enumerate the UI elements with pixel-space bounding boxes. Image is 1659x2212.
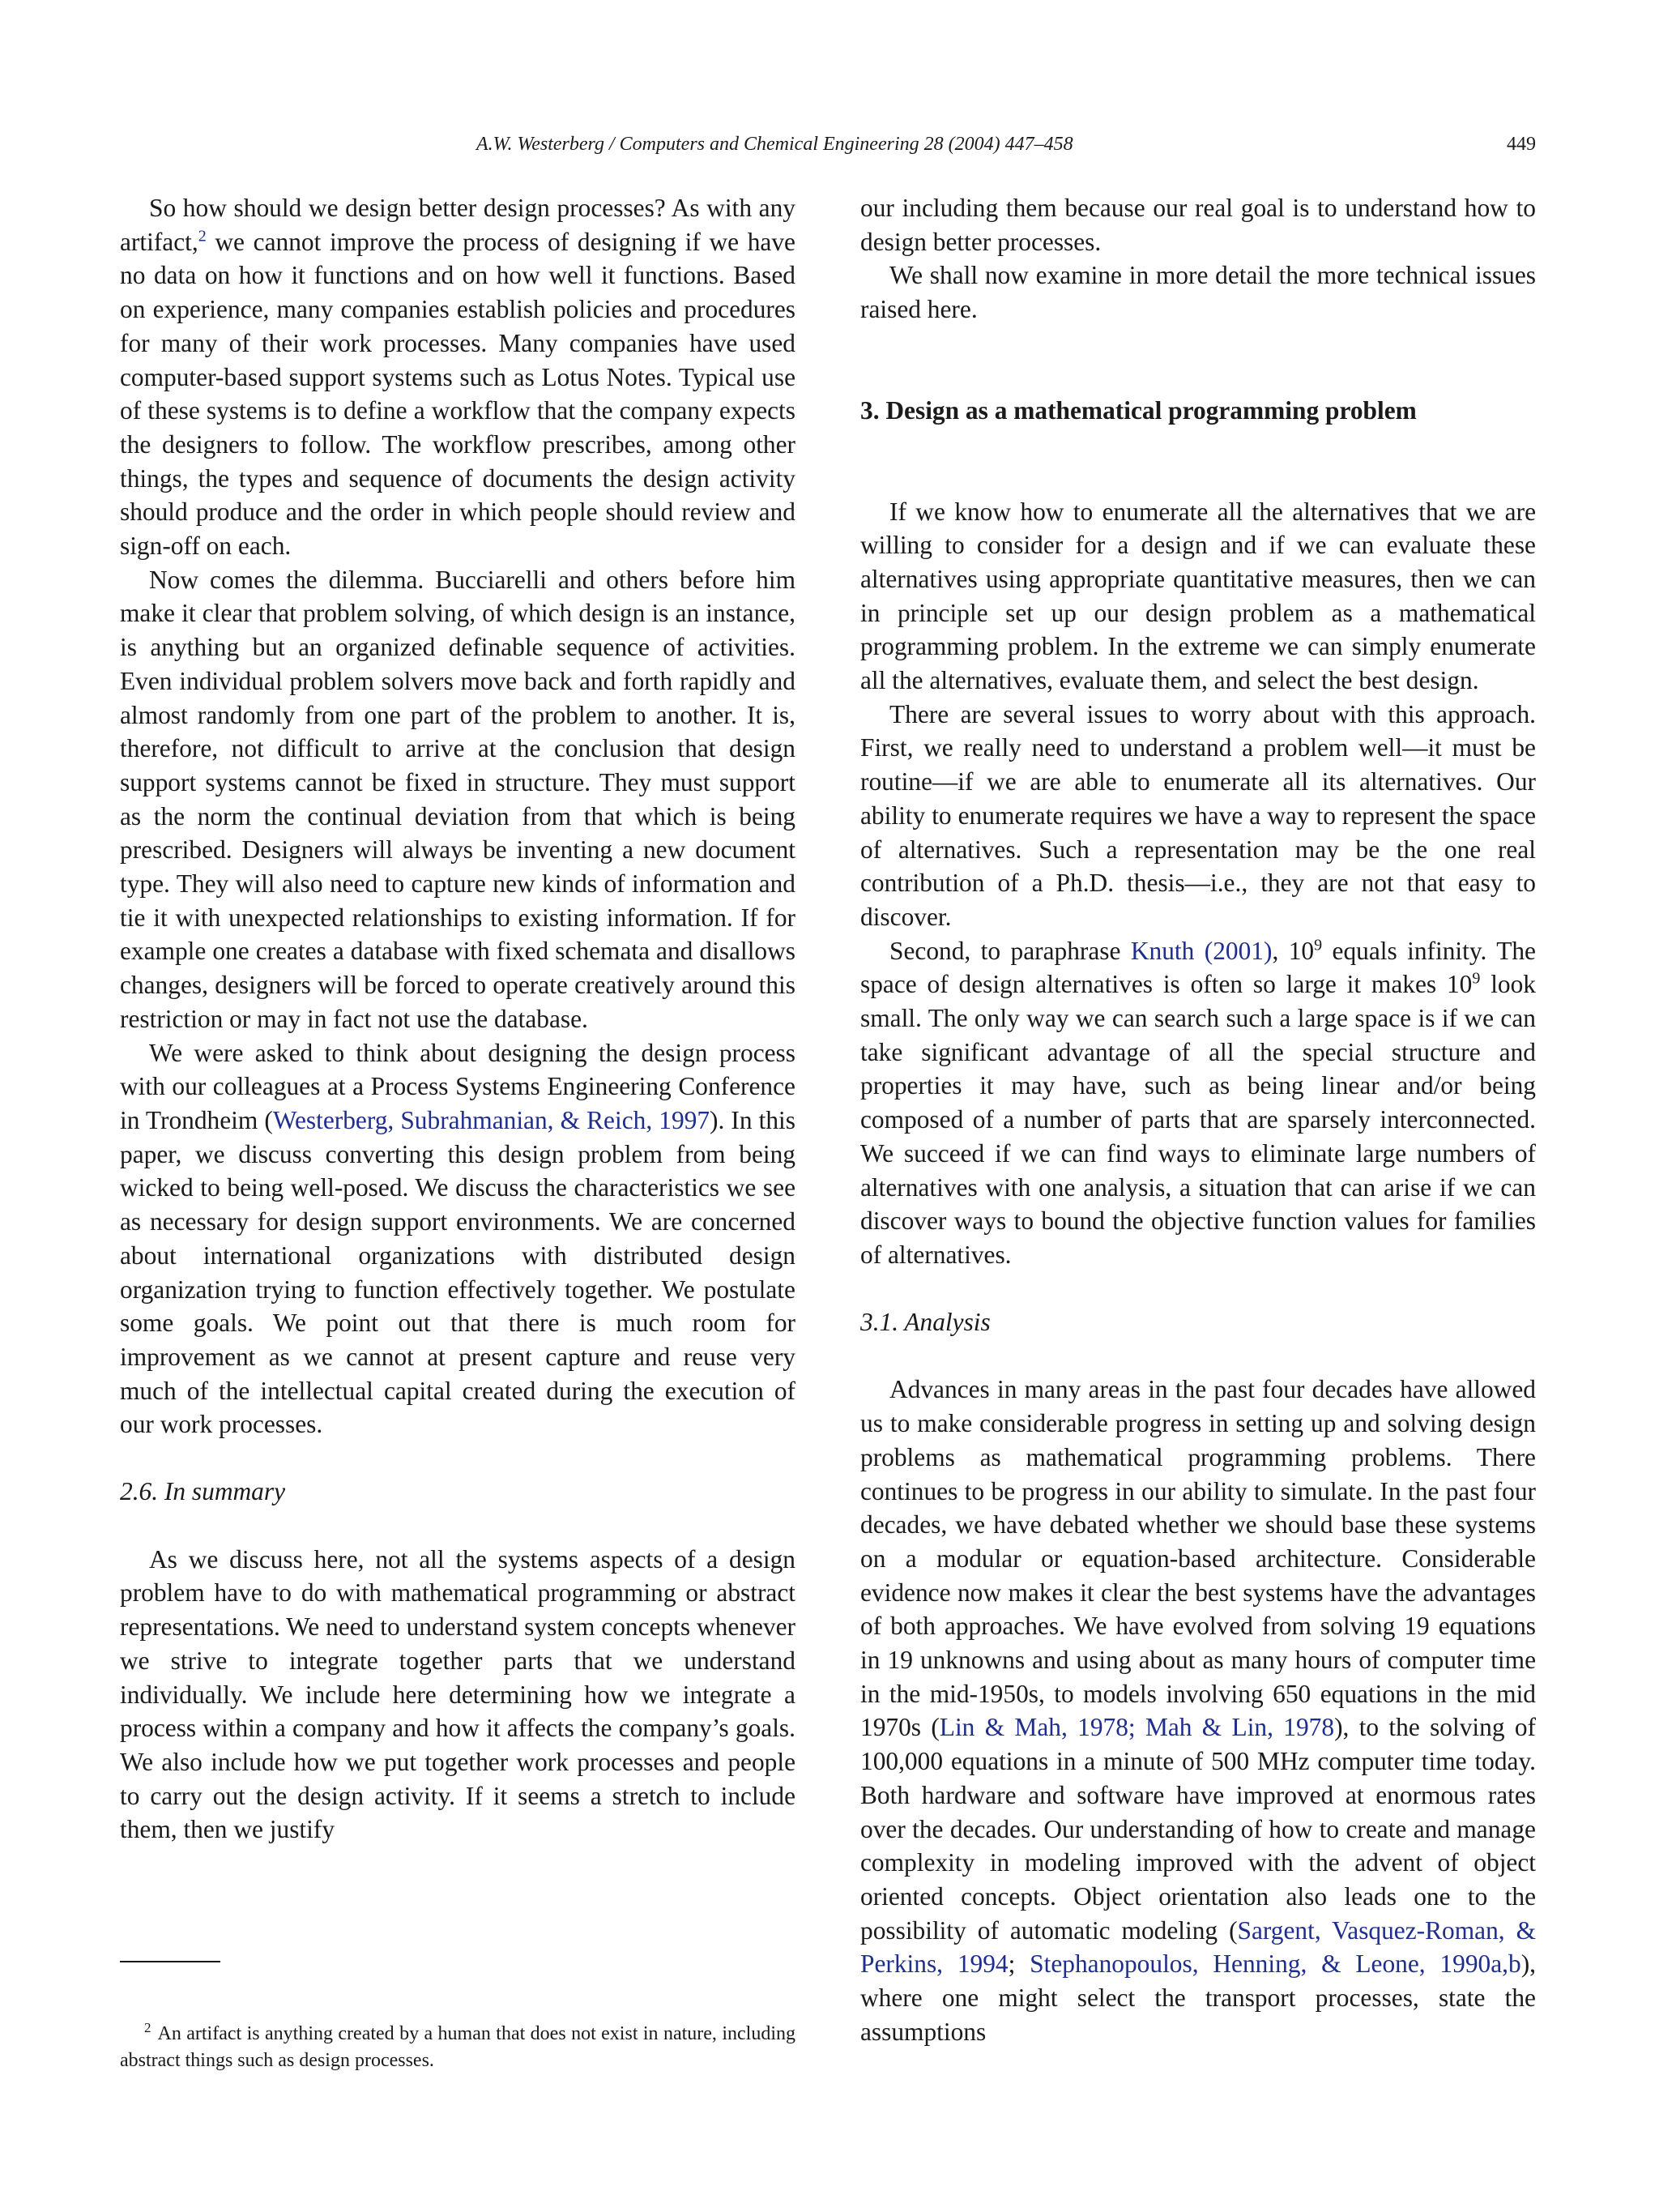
footnote-text: An artifact is anything created by a human that does not exist in nature, including abstract things such as design processes. [120, 2023, 795, 2071]
paragraph: We shall now examine in more detail the more technical issues raised here. [860, 261, 1536, 324]
exponent: 9 [1472, 969, 1481, 988]
paragraph: As we discuss here, not all the systems aspects of a design problem have to do with mathematical programming or abstract representations. We need to understand system concepts whenever we strive to integrate together parts that we understand individually. We include here determining how we integrate a process within a company and how it affects the company’s goals. We also include how we put together work processes and people to carry out the design activity. If it seems a stretch to include them, then we justify [120, 1544, 795, 1844]
paragraph: Advances in many areas in the past four decades have allowed us to make considerable progress in setting up and solving design problems as mathematical programming problems. There continues to be progress in our ability to simulate. In the past four decades, we have debated whether we should base these systems on a modular or equation-based architecture. Considerable evidence now makes it clear the best systems have the advantages of both approaches. We have evolved from solving 19 equations in 19 unknowns and using about as many hours of computer time in the mid-1950s, to models involving 650 equations in the mid 1970s (Lin & Mah, 1978; Mah & Lin, 1978), to the solving of 100,000 equations in a minute of 500 MHz computer time today. Both hardware and software have improved at enormous rates over the decades. Our understanding of how to create and manage complexity in modeling improved with the advent of object oriented concepts. Object orientation also leads one to the possibility of automatic modeling (Sargent, Vasquez-Roman, & Perkins, 1994; Stephanopoulos, Henning, & Leone, 1990a,b), where one might select the transport processes, state the assumptions [860, 1375, 1536, 2046]
citation-link[interactable]: Lin & Mah, 1978; Mah & Lin, 1978 [939, 1713, 1335, 1742]
section-heading: 3. Design as a mathematical programming problem [860, 395, 1417, 425]
left-column [120, 191, 795, 1847]
paragraph: We were asked to think about designing the design process with our colleagues at a Process Systems Engineering Conference in Trondheim (Westerberg, Subrahmanian, & Reich, 1997). In this paper, we discuss converting this design problem from being wicked to being well-posed. We discuss the characteristics we see as necessary for design support environments. We are concerned about international organizations with distributed design organization trying to function effectively together. We postulate some goals. We point out that there is much room for improvement as we cannot at present capture and reuse very much of the intellectual capital created during the execution of our work processes. [120, 1038, 795, 1439]
footnote-ref[interactable]: 2 [198, 227, 207, 246]
citation-link[interactable]: Sargent, Vasquez-Roman, & Perkins, 1994 [860, 1915, 1536, 1979]
paragraph: So how should we design better design processes? As with any artifact,$^2$ we cannot improve the process of designing if we have no data on how it functions and on how well it functions. Based on experience, many companies establish policies and procedures for many of their work processes. Many companies have used computer-based support systems such as Lotus Notes. Typical use of these systems is to define a workflow that the company expects the designers to follow. The workflow prescribes, among other things, the types and sequence of documents the design activity should produce and the order in which people should review and sign-off on each. [120, 194, 795, 561]
paragraph: Second, to paraphrase Knuth (2001), $10^9$ equals infinity. The space of design alternatives is often so large it makes $10^9$ look small. The only way we can search such a large space is if we can take significant advantage of all the special structure and properties it may have, such as being linear and/or being composed of a number of parts that are sparsely interconnected. We succeed if we can find ways to eliminate large numbers of alternatives with one analysis, a situation that can arise if we can discover ways to bound the objective function values for families of alternatives. [860, 936, 1536, 1269]
footnote [120, 2021, 795, 2074]
exponent: 9 [1314, 936, 1323, 954]
citation-link[interactable]: Westerberg, Subrahmanian, & Reich, 1997 [272, 1105, 710, 1134]
journal-citation: A.W. Westerberg / Computers and Chemical Engineering 28 (2004) 447–458 [476, 134, 1073, 155]
paragraph: Now comes the dilemma. Bucciarelli and others before him make it clear that problem solving, of which design is an instance, is anything but an organized definable sequence of activities. Even individual problem solvers move back and forth rapidly and almost randomly from one part of the problem to another. It is, therefore, not difficult to arrive at the conclusion that design support systems cannot be fixed in structure. They must support as the norm the continual deviation from that which is being prescribed. Designers will always be inventing a new document type. They will also need to capture new kinds of information and tie it with unexpected relationships to existing information. If for example one creates a database with fixed schemata and disallows changes, designers will be forced to operate creatively around this restriction or may in fact not use the database. [120, 565, 795, 1033]
citation-link[interactable]: Knuth (2001) [1130, 936, 1273, 965]
footnote-divider [120, 1961, 220, 1962]
subsection-heading: 2.6. In summary [120, 1477, 286, 1506]
paragraph: our including them because our real goal is to understand how to design better processes. [860, 194, 1536, 256]
paragraph: If we know how to enumerate all the alternatives that we are willing to consider for a design and if we can evaluate these alternatives using appropriate quantitative measures, then we can in principle set up our design problem as a mathematical programming problem. In the extreme we can simply enumerate all the alternatives, evaluate them, and select the best design. [860, 497, 1536, 695]
running-header [0, 130, 1659, 162]
page-number: 449 [1507, 134, 1536, 155]
subsection-heading: 3.1. Analysis [860, 1307, 991, 1336]
right-column [860, 191, 1536, 2048]
citation-link[interactable]: Stephanopoulos, Henning, & Leone, 1990a,b [1030, 1949, 1521, 1979]
footnote-mark: 2 [144, 2020, 151, 2035]
paragraph: There are several issues to worry about with this approach. First, we really need to understand a problem well—it must be routine—if we are able to enumerate all its alternatives. Our ability to enumerate requires we have a way to represent the space of alternatives. Such a representation may be the one real contribution of a Ph.D. thesis—i.e., they are not that easy to discover. [860, 699, 1536, 931]
